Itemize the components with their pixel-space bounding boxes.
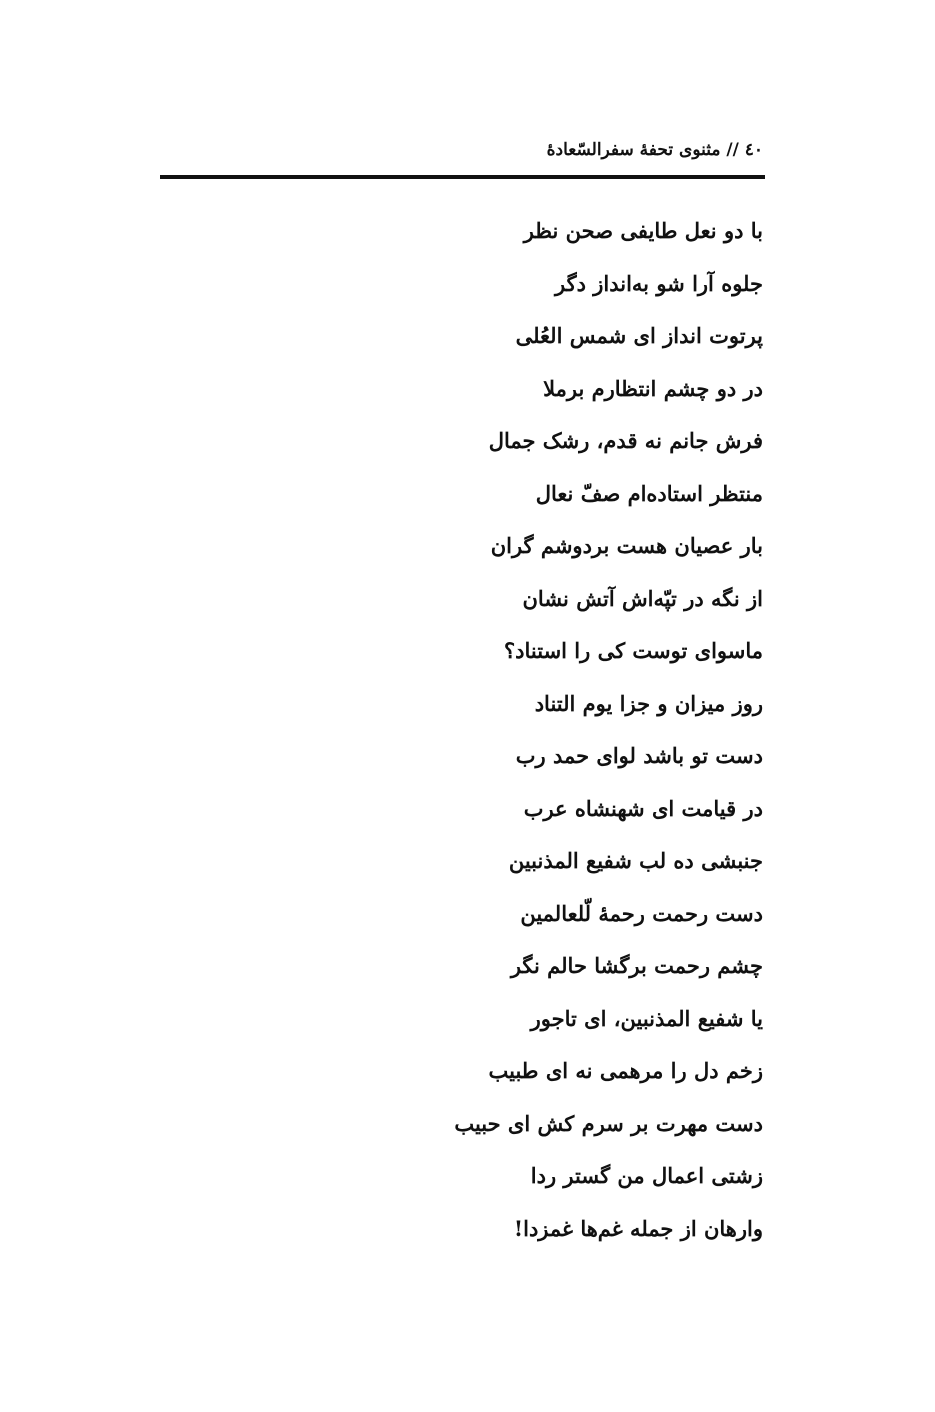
verse-line-12: در قیامت ای شهنشاه عرب xyxy=(523,795,763,821)
header-rule xyxy=(160,175,765,179)
verse-line-6: منتظر استاده‌ام صفّ نعال xyxy=(535,480,763,506)
verse-line-7: بار عصیان هست بردوشم گران xyxy=(490,533,763,558)
verse-line-3: پرتوت انداز ای شمس العُلی xyxy=(515,323,763,348)
verse-line-20: وارهان از جمله غم‌ها غمزدا! xyxy=(513,1215,763,1241)
running-head: ٤٠ // مثنوی تحفهٔ سفرالسّعادهٔ xyxy=(546,140,763,160)
verse-line-17: زخم دل را مرهمی نه ای طبیب xyxy=(488,1058,763,1083)
verse-line-8: از نگه در تپّه‌اش آتش نشان xyxy=(522,585,763,611)
verse-line-9: ماسوای توست کی را استناد؟ xyxy=(504,638,763,663)
verse-line-5: فرش جانم نه قدم، رشک جمال xyxy=(488,428,763,453)
verse-line-2: جلوه آرا شو به‌انداز دگر xyxy=(554,270,763,296)
verse-line-11: دست تو باشد لوای حمد رب xyxy=(515,743,763,768)
verse-line-4: در دو چشم انتظارم برملا xyxy=(543,375,763,401)
poem-verses xyxy=(283,205,763,1255)
verse-line-1: با دو نعل طایفی صحن نظر xyxy=(523,218,763,243)
verse-line-14: دست رحمت رحمهٔ لّلعالمین xyxy=(520,900,763,926)
verse-line-16: یا شفیع المذنبین، ای تاجور xyxy=(530,1005,763,1031)
verse-line-10: روز میزان و جزا یوم التناد xyxy=(534,690,763,716)
verse-line-18: دست مهرت بر سرم کش ای حبیب xyxy=(454,1110,763,1136)
verse-line-15: چشم رحمت برگشا حالم نگر xyxy=(510,953,763,978)
verse-line-19: زشتی اعمال من گستر ردا xyxy=(530,1163,763,1188)
verse-line-13: جنبشی ده لب شفیع المذنبین xyxy=(508,848,763,873)
